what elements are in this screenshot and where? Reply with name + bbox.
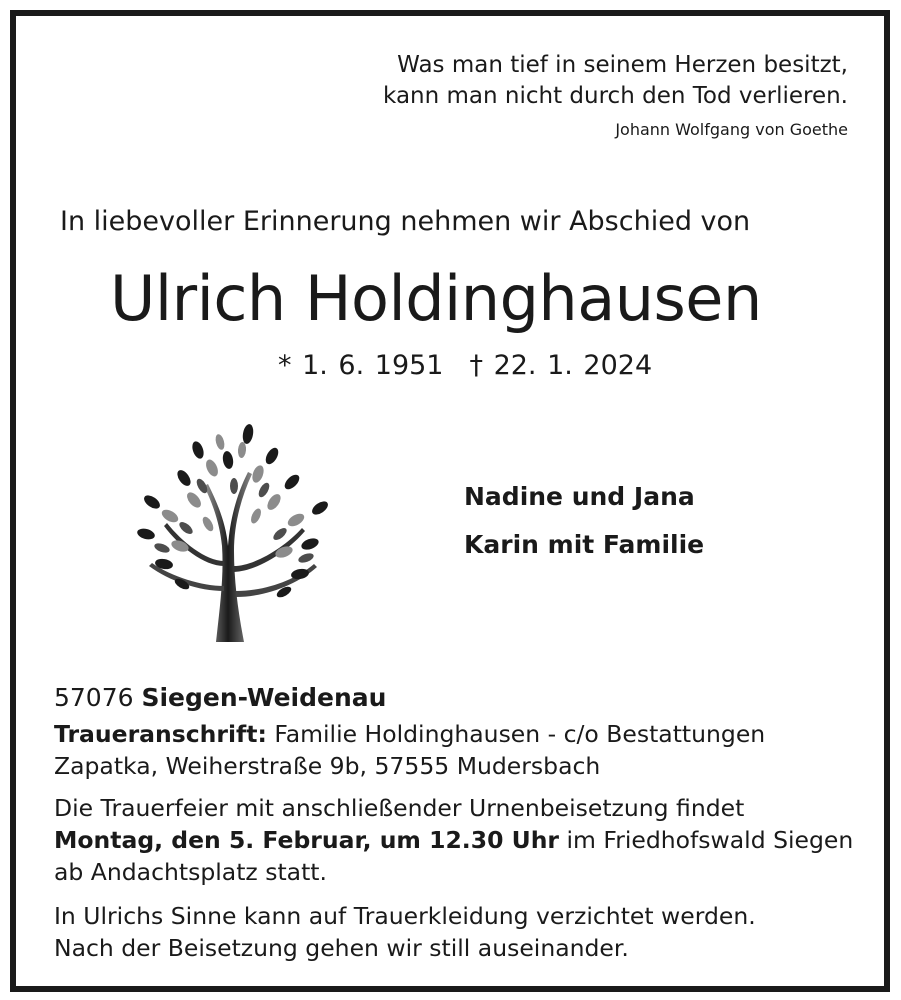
quote-text: [383, 50, 848, 112]
mourning-address-line-2: Zapatka, Weiherstraße 9b, 57555 Mudersbach: [54, 752, 601, 780]
mourning-address: [54, 718, 765, 782]
city-name: Siegen-Weidenau: [141, 683, 387, 712]
city-line: [54, 682, 386, 714]
birth-date: * 1. 6. 1951: [278, 350, 444, 381]
ceremony-line-1: Die Trauerfeier mit anschließender Urnenbeisetzung findet: [54, 794, 745, 822]
notes-line-1: In Ulrichs Sinne kann auf Trauerkleidung verzichtet werden.: [54, 902, 756, 930]
quote-line-1: Was man tief in seinem Herzen besitzt,: [397, 52, 848, 78]
life-dates: [278, 350, 652, 381]
obituary-frame: [10, 10, 890, 992]
quote-author: Johann Wolfgang von Goethe: [615, 120, 848, 139]
ceremony-info: [54, 792, 853, 888]
closing-notes: [54, 900, 756, 964]
family-line-1: Nadine und Jana: [464, 482, 695, 511]
deceased-name: Ulrich Holdinghausen: [110, 262, 762, 335]
tree-of-life-icon: [124, 416, 334, 646]
family-line-2: Karin mit Familie: [464, 530, 705, 559]
death-date: † 22. 1. 2024: [469, 350, 653, 381]
ceremony-line-3: ab Andachtsplatz statt.: [54, 858, 327, 886]
ceremony-date: Montag, den 5. Februar, um 12.30 Uhr: [54, 826, 560, 854]
intro-text: In liebevoller Erinnerung nehmen wir Abschied von: [60, 206, 751, 237]
ceremony-location: im Friedhofswald Siegen: [566, 826, 854, 854]
quote-line-2: kann man nicht durch den Tod verlieren.: [383, 83, 848, 109]
notes-line-2: Nach der Beisetzung gehen wir still auseinander.: [54, 934, 629, 962]
mourning-address-line-1: Familie Holdinghausen - c/o Bestattungen: [274, 720, 766, 748]
mourning-address-label: Traueranschrift:: [54, 720, 267, 748]
postcode: 57076: [54, 683, 134, 712]
